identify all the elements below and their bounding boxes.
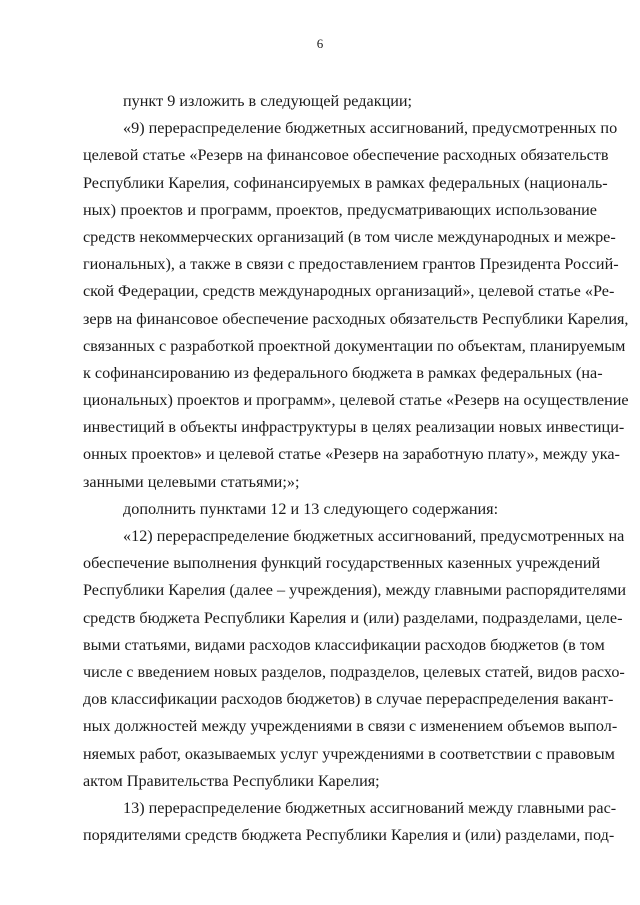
text-line: Республики Карелия, софинансируемых в рамках федеральных (националь- (83, 173, 608, 192)
text-line: занными целевыми статьями;»; (83, 472, 300, 491)
text-line: целевой статье «Резерв на финансовое обеспечение расходных обязательств (83, 146, 609, 165)
text-line: дов классификации расходов бюджетов) в случае перераспределения вакант- (83, 690, 614, 709)
text-line: инвестиций в объекты инфраструктуры в целях реализации новых инвестици- (83, 418, 625, 437)
text-line: няемых работ, оказываемых услуг учреждениями в соответствии с правовым (83, 744, 615, 763)
text-line: средств бюджета Республики Карелия и (или) разделами, подразделами, целе- (83, 608, 623, 627)
text-line: актом Правительства Республики Карелия; (83, 771, 380, 790)
text-line: к софинансированию из федерального бюджета в рамках федеральных (на- (83, 363, 603, 382)
text-line: «9) перераспределение бюджетных ассигнований, предусмотренных по (123, 119, 618, 138)
text-line: связанных с разработкой проектной документации по объектам, планируемым (83, 336, 626, 355)
text-line: дополнить пунктами 12 и 13 следующего содержания: (123, 499, 499, 518)
text-line: обеспечение выполнения функций государственных казенных учреждений (83, 554, 601, 573)
text-line: циональных) проектов и программ», целевой статье «Резерв на осуществление (83, 391, 629, 410)
text-line: Республики Карелия (далее – учреждения), между главными распорядителями (83, 581, 627, 600)
text-line: выми статьями, видами расходов классификации расходов бюджетов (в том (83, 635, 605, 654)
page-number: 6 (316, 36, 324, 51)
document-body (83, 88, 629, 849)
text-line: числе с введением новых разделов, подразделов, целевых статей, видов расхо- (83, 662, 625, 681)
text-line: средств некоммерческих организаций (в том числе международных и межре- (83, 227, 616, 246)
text-line: зерв на финансовое обеспечение расходных обязательств Республики Карелия, (83, 309, 629, 328)
text-line: ных должностей между учреждениями в связи с изменением объемов выпол- (83, 717, 618, 736)
text-line: ской Федерации, средств международных организаций», целевой статье «Ре- (83, 282, 615, 301)
text-line: онных проектов» и целевой статье «Резерв на заработную плату», между ука- (83, 445, 620, 464)
text-line: порядителями средств бюджета Республики Карелия и (или) разделами, под- (83, 826, 615, 845)
text-line: пункт 9 изложить в следующей редакции; (123, 92, 413, 110)
text-line: «12) перераспределение бюджетных ассигнований, предусмотренных на (123, 527, 625, 545)
text-line: 13) перераспределение бюджетных ассигнований между главными рас- (123, 798, 617, 817)
text-line: ных) проектов и программ, проектов, предусматривающих использование (83, 200, 597, 219)
text-line: гиональных), а также в связи с предоставлением грантов Президента Россий- (83, 255, 619, 274)
